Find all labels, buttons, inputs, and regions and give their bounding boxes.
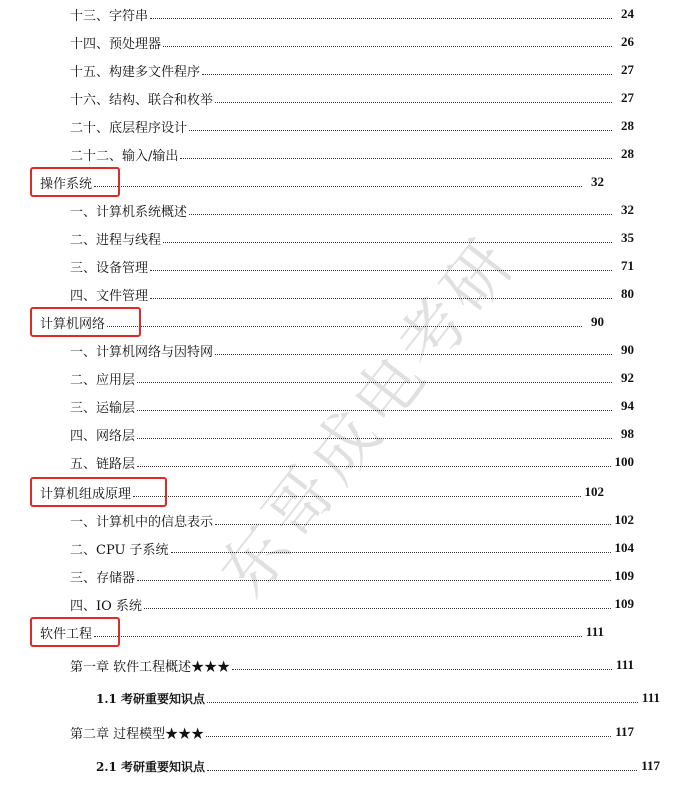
leader-dots [107, 325, 582, 327]
leader-dots [144, 607, 611, 609]
leader-dots [137, 437, 612, 439]
toc-entry[interactable] [0, 566, 672, 586]
toc-entry-page: 28 [621, 146, 634, 161]
leader-dots [171, 551, 611, 553]
toc-entry[interactable] [0, 284, 672, 304]
toc-section-label: 软件工程 [40, 626, 93, 642]
toc-entry[interactable] [0, 538, 672, 558]
toc-entry-label: 第二章 过程模型★★★ [70, 726, 205, 742]
leader-dots [206, 735, 611, 737]
toc-entry[interactable] [0, 228, 672, 248]
leader-dots [189, 129, 612, 131]
toc-entry-page: 102 [614, 512, 634, 527]
toc-entry[interactable] [0, 452, 672, 472]
toc-entry-page: 28 [621, 118, 634, 133]
toc-entry[interactable] [0, 655, 672, 675]
leader-dots [215, 523, 610, 525]
toc-entry-label: 五、链路层 [70, 456, 136, 472]
leader-dots [150, 17, 612, 19]
toc-entry-label: 一、计算机系统概述 [70, 204, 188, 220]
toc-entry-page: 111 [641, 690, 660, 705]
toc-entry-page: 92 [621, 370, 634, 385]
toc-entry[interactable] [0, 256, 672, 276]
toc-entry[interactable] [0, 116, 672, 136]
toc-entry[interactable] [0, 594, 672, 614]
leader-dots [207, 769, 637, 771]
toc-entry-label: 十四、预处理器 [70, 36, 162, 52]
toc-entry[interactable] [0, 200, 672, 220]
leader-dots [180, 157, 612, 159]
toc-entry-label: 十五、构建多文件程序 [70, 64, 201, 80]
toc-section-software-engineering[interactable] [0, 622, 642, 642]
toc-entry-label: 二、CPU 子系统 [70, 542, 169, 558]
toc-entry-label: 二十二、输入/输出 [70, 148, 179, 164]
toc-entry-label: 二、进程与线程 [70, 232, 162, 248]
toc-entry-label: 十三、字符串 [70, 8, 149, 24]
leader-dots [215, 353, 612, 355]
toc-entry-page: 32 [621, 202, 634, 217]
leader-dots [202, 73, 612, 75]
toc-entry[interactable] [0, 756, 698, 776]
toc-section-label: 操作系统 [40, 176, 93, 192]
toc-entry[interactable] [0, 88, 672, 108]
leader-dots [137, 409, 612, 411]
toc-entry[interactable] [0, 144, 672, 164]
leader-dots [150, 269, 612, 271]
toc-entry[interactable] [0, 60, 672, 80]
leader-dots [163, 241, 612, 243]
leader-dots [232, 668, 612, 670]
toc-entry-page: 24 [621, 6, 634, 21]
toc-entry-label: 四、文件管理 [70, 288, 149, 304]
leader-dots [137, 579, 610, 581]
toc-entry-page: 94 [621, 398, 634, 413]
leader-dots [94, 635, 582, 637]
toc-entry-page: 32 [591, 174, 604, 189]
toc-section-os[interactable] [0, 172, 642, 192]
toc-entry-page: 102 [584, 484, 604, 499]
leader-dots [189, 213, 612, 215]
toc-entry-label: 二十、底层程序设计 [70, 120, 188, 136]
toc-entry-page: 111 [585, 624, 604, 639]
toc-entry-label: 四、网络层 [70, 428, 136, 444]
toc-entry-page: 27 [621, 90, 634, 105]
toc-entry-page: 98 [621, 426, 634, 441]
leader-dots [163, 45, 612, 47]
toc-entry-page: 80 [621, 286, 634, 301]
watermark-text: 东哥成电考研 [205, 222, 532, 611]
leader-dots [207, 701, 638, 703]
toc-entry-label: 四、IO 系统 [70, 598, 142, 614]
toc-entry[interactable] [0, 4, 672, 24]
toc-entry-page: 117 [615, 724, 634, 739]
leader-dots [150, 297, 612, 299]
toc-entry-label: 一、计算机网络与因特网 [70, 344, 214, 360]
toc-entry[interactable] [0, 396, 672, 416]
toc-entry-page: 109 [614, 596, 634, 611]
leader-dots [133, 495, 580, 497]
toc-entry-label: 第一章 软件工程概述★★★ [70, 659, 231, 675]
toc-entry-page: 35 [621, 230, 634, 245]
toc-entry-label: 三、设备管理 [70, 260, 149, 276]
toc-entry-page: 27 [621, 62, 634, 77]
toc-entry-page: 26 [621, 34, 634, 49]
toc-entry-page: 104 [614, 540, 634, 555]
toc-entry[interactable] [0, 722, 672, 742]
toc-entry[interactable] [0, 510, 672, 530]
toc-entry-page: 100 [614, 454, 634, 469]
toc-entry-page: 90 [591, 314, 604, 329]
toc-entry-page: 109 [614, 568, 634, 583]
toc-entry-page: 117 [641, 758, 660, 773]
toc-entry-label: 二、应用层 [70, 372, 136, 388]
toc-entry-page: 90 [621, 342, 634, 357]
toc-section-label: 计算机组成原理 [40, 486, 132, 502]
leader-dots [137, 465, 610, 467]
toc-entry-label: 十六、结构、联合和枚举 [70, 92, 214, 108]
leader-dots [94, 185, 582, 187]
toc-entry-page: 111 [615, 657, 634, 672]
toc-section-label: 计算机网络 [40, 316, 106, 332]
toc-entry-label: 三、运输层 [70, 400, 136, 416]
toc-section-organization[interactable] [0, 482, 642, 502]
toc-entry-label: 一、计算机中的信息表示 [70, 514, 214, 530]
toc-entry[interactable] [0, 32, 672, 52]
toc-entry-label: 1.1 考研重要知识点 [96, 691, 206, 706]
toc-entry-page: 71 [621, 258, 634, 273]
toc-entry-label: 三、存储器 [70, 570, 136, 586]
toc-entry[interactable] [0, 688, 698, 708]
toc-section-networks[interactable] [0, 312, 642, 332]
toc-entry[interactable] [0, 424, 672, 444]
leader-dots [215, 101, 612, 103]
leader-dots [137, 381, 612, 383]
toc-entry[interactable] [0, 368, 672, 388]
toc-entry-label: 2.1 考研重要知识点 [96, 759, 206, 774]
toc-entry[interactable] [0, 340, 672, 360]
